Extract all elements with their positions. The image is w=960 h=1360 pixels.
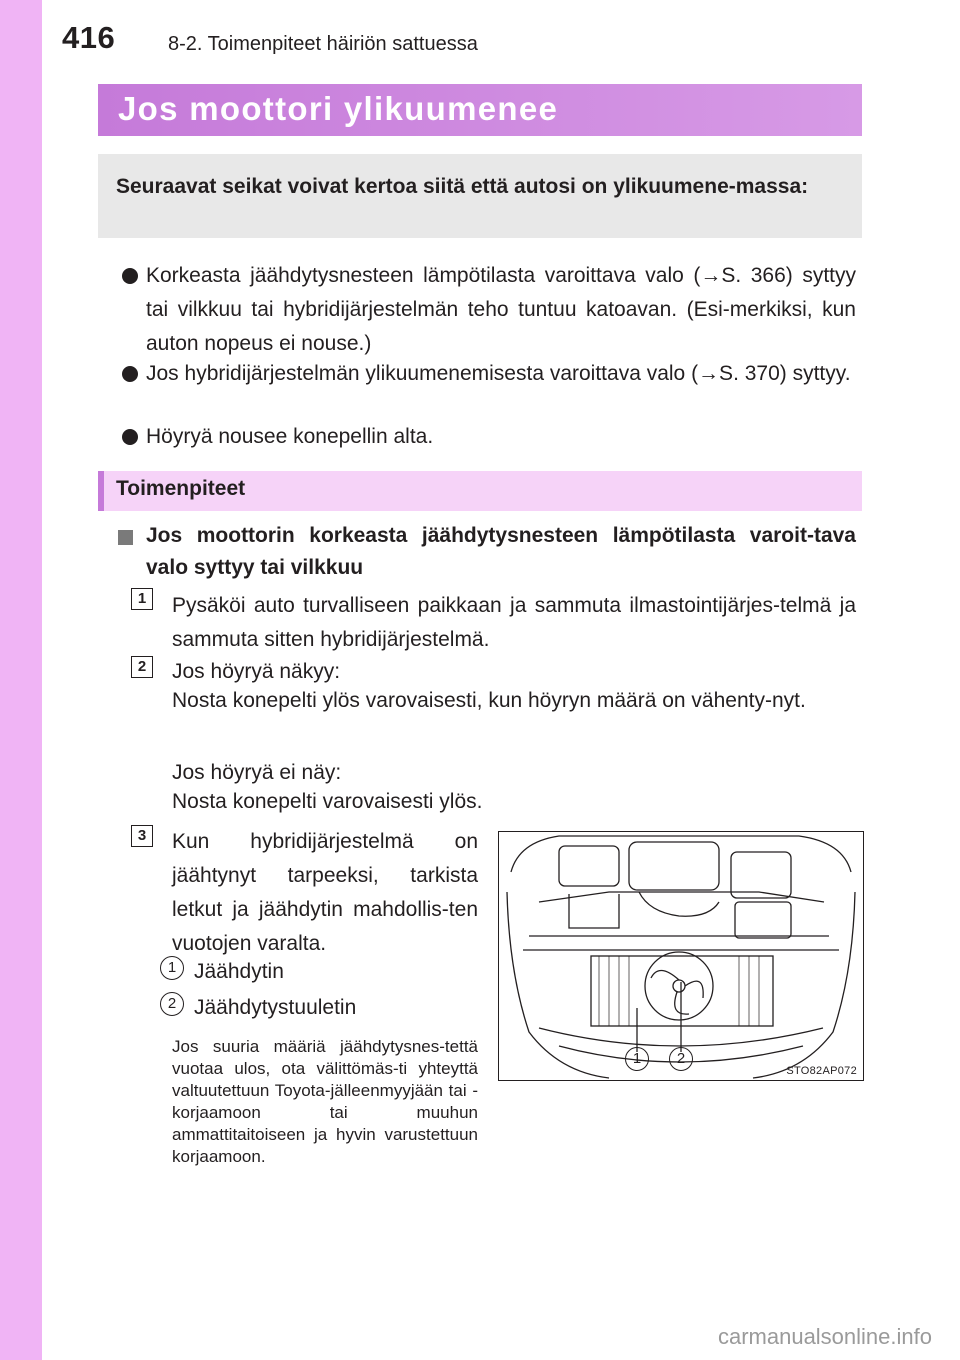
bullet-item: Korkeasta jäähdytysnesteen lämpötilasta varoittava valo (→S. 366) syttyy tai vilkkuu tai hybridijärjestelmän teho tuntuu katoavan. (Esi-merkiksi, kun auton nopeus ei nouse.) xyxy=(146,264,856,355)
step-text: Kun hybridijärjestelmä on jäähtynyt tarpeeksi, tarkista letkut ja jäähdytin mahdollis-ten vuotojen varalta. xyxy=(172,830,478,955)
step-label: Jos höyryä ei näy: xyxy=(172,761,342,784)
step-number-box: 1 xyxy=(131,588,153,610)
bullet-dot xyxy=(122,429,138,445)
step-label: Jos höyryä näkyy: xyxy=(172,660,341,683)
subheading-bar xyxy=(98,471,862,511)
engine-bay-drawing xyxy=(499,832,863,1080)
section-header: 8-2. Toimenpiteet häiriön sattuessa xyxy=(168,33,478,55)
page-number: 416 xyxy=(62,20,116,55)
step-number-box: 3 xyxy=(131,825,153,847)
engine-bay-illustration xyxy=(498,831,864,1081)
subheading: Toimenpiteet xyxy=(116,477,246,500)
bullet-dot xyxy=(122,366,138,382)
page-title: Jos moottori ylikuumenee xyxy=(118,90,559,127)
step-number-box: 2 xyxy=(131,656,153,678)
title-bar xyxy=(98,84,862,136)
square-bullet-icon xyxy=(118,530,133,545)
step-text: Pysäköi auto turvalliseen paikkaan ja sammuta ilmastointijärjes-telmä ja sammuta sitten hybridijärjestelmä. xyxy=(172,594,856,651)
callout-number: 2 xyxy=(160,992,184,1016)
step-text: Nosta konepelti varovaisesti ylös. xyxy=(172,790,483,813)
caution-note: Jos suuria määriä jäähdytysnes-tettä vuotaa ulos, ota välittömäs-ti yhteyttä valtuutettuun Toyota-jälleenmyyjään tai -korjaamoon tai muuhun ammattitaitoiseen ja hyvin varustettuun korjaamoon. xyxy=(172,1037,478,1166)
step-text: Nosta konepelti ylös varovaisesti, kun höyryn määrä on vähenty-nyt. xyxy=(172,689,806,712)
watermark: carmanualsonline.info xyxy=(717,1324,932,1349)
intro-box xyxy=(98,154,862,238)
intro-text: Seuraavat seikat voivat kertoa siitä että autosi on ylikuumene-massa: xyxy=(116,175,809,198)
legend-label: Jäähdytystuuletin xyxy=(194,996,357,1019)
legend-label: Jäähdytin xyxy=(194,960,284,983)
callout-number: 1 xyxy=(160,956,184,980)
bullet-dot xyxy=(122,268,138,284)
side-color-strip xyxy=(0,0,42,1360)
figure-callout: 1 xyxy=(625,1047,649,1071)
figure-code: STO82AP072 xyxy=(786,1065,857,1077)
bullet-item: Höyryä nousee konepellin alta. xyxy=(146,425,434,448)
subheading-accent xyxy=(98,471,104,511)
figure-callout: 2 xyxy=(669,1047,693,1071)
bullet-item: Jos hybridijärjestelmän ylikuumenemisesta varoittava valo (→S. 370) syttyy. xyxy=(146,362,851,385)
procedure-heading: Jos moottorin korkeasta jäähdytysnesteen lämpötilasta varoit-tava valo syttyy tai vilkkuu xyxy=(146,524,856,579)
